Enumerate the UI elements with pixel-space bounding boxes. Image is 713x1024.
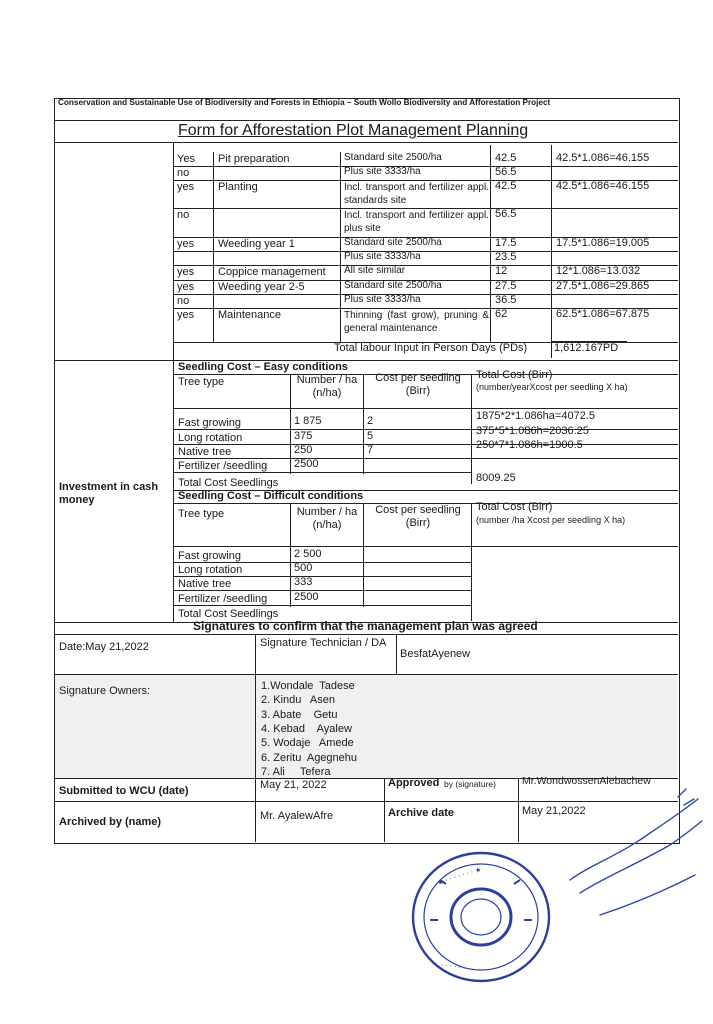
difficult-type: Native tree — [178, 578, 232, 590]
difficult-row-line — [173, 590, 471, 591]
activity-site: Standard site 2500/ha — [344, 237, 442, 248]
sign-owners-label: Signature Owners: — [59, 685, 151, 697]
easy-type: Native tree — [178, 446, 232, 458]
easy-row-line — [173, 429, 678, 430]
activity-calc: 17.5*1.086=19.005 — [556, 237, 650, 249]
activity-calc: 42.5*1.086=46.155 — [556, 180, 650, 192]
activity-name: Weeding year 1 — [218, 238, 295, 250]
sign-date: Date:May 21,2022 — [59, 641, 149, 653]
activity-site: Incl. transport and fertilizer appl. standards site — [344, 182, 489, 206]
easy-number: 250 — [294, 444, 313, 456]
difficult-col-number: Number / ha (n/ha) — [296, 506, 358, 531]
activity-flag: yes — [177, 181, 195, 193]
activity-calc: 62.5*1.086=67.875 — [556, 308, 650, 320]
owner-name: 6. Zeritu Agegnehu — [261, 751, 358, 764]
easy-total: 1875*2*1.086ha=4072.5 — [476, 410, 595, 422]
difficult-col-type: Tree type — [178, 508, 225, 520]
activity-flag: Yes — [177, 153, 195, 165]
easy-col-number: Number / ha (n/ha) — [296, 374, 358, 399]
owner-name: 1.Wondale Tadese — [261, 680, 355, 692]
difficult-total-label: Total Cost Seedlings — [178, 608, 279, 620]
activity-pd: 23.5 — [495, 251, 517, 263]
activity-flag: no — [177, 167, 190, 179]
project-header: Conservation and Sustainable Use of Biodiversity and Forests in Ethiopia – South Wollo Biodiversity and Afforestation Project — [58, 98, 551, 107]
activity-flag: yes — [177, 281, 195, 293]
difficult-type: Fertilizer /seedling — [178, 593, 268, 605]
labour-total-value: 1,612.167PD — [554, 342, 619, 354]
activity-site: Plus site 3333/ha — [344, 251, 421, 262]
difficult-number: 2 500 — [294, 548, 322, 560]
activity-site: Plus site 3333/ha — [344, 294, 421, 305]
activity-pd: 12 — [495, 265, 508, 277]
activity-flag: yes — [177, 266, 195, 278]
difficult-number: 2500 — [294, 591, 319, 603]
svg-text:· · · · · · · ·: · · · · · · · · — [440, 961, 475, 974]
easy-total-label: Total Cost Seedlings — [178, 477, 279, 489]
activity-name: Coppice management — [218, 266, 326, 278]
activity-site: Standard site 2500/ha — [344, 152, 442, 163]
activity-calc: 12*1.086=13.032 — [556, 265, 641, 277]
activity-name: Maintenance — [218, 309, 281, 321]
activity-flag: no — [177, 209, 190, 221]
difficult-type: Fast growing — [178, 550, 241, 562]
activity-site: Thinning (fast grow), pruning & general maintenance — [344, 310, 489, 334]
difficult-col-cost: Cost per seedling (Birr) — [375, 504, 461, 529]
activity-pd: 56.5 — [495, 166, 517, 178]
easy-col-cost: Cost per seedling (Birr) — [375, 372, 461, 397]
easy-total: 375*5*1.086h=2036.25 — [476, 425, 589, 437]
activity-pd: 27.5 — [495, 280, 517, 292]
signatures-heading: Signatures to confirm that the management plan was agreed — [193, 619, 538, 633]
activity-flag: yes — [177, 238, 195, 250]
easy-row-line — [173, 458, 678, 459]
archived-label: Archived by (name) — [59, 816, 162, 828]
easy-row-line — [173, 472, 471, 473]
approved-note: by (signature) — [444, 779, 496, 789]
easy-cost: 7 — [367, 444, 374, 456]
sign-technician-label: Signature Technician / DA — [260, 637, 387, 649]
easy-cost: 5 — [367, 430, 374, 442]
activity-flag: yes — [177, 309, 195, 321]
owner-name: 4. Kebad Ayalew — [261, 722, 352, 735]
difficult-col-total: Total Cost (Birr) — [476, 501, 553, 513]
difficult-row-line — [173, 605, 471, 606]
owner-name: 3. Abate Getu — [261, 708, 338, 721]
easy-cost: 2 — [367, 415, 374, 427]
difficult-row-line — [173, 576, 471, 577]
difficult-col-total-note: (number /ha Xcost per seedling X ha) — [476, 515, 626, 525]
activity-calc: 42.5*1.086=46.155 — [556, 152, 650, 164]
easy-type: Fertilizer /seedling — [178, 460, 268, 472]
easy-total-value: 8009.25 — [476, 472, 516, 484]
activity-name: Planting — [218, 181, 258, 193]
handwritten-signature — [560, 785, 710, 925]
easy-col-total-note: (number/yearXcost per seedling X ha) — [476, 382, 628, 392]
activity-pd: 17.5 — [495, 237, 517, 249]
submitted-value: May 21, 2022 — [260, 779, 327, 791]
difficult-type: Long rotation — [178, 564, 243, 576]
difficult-row-line — [173, 562, 471, 563]
archive-date-value: May 21,2022 — [522, 805, 586, 817]
owner-name: 2. Kindu Asen — [261, 694, 335, 707]
easy-col-total: Total Cost (Birr) — [476, 369, 553, 381]
activity-name: Weeding year 2-5 — [218, 281, 305, 293]
activity-pd: 42.5 — [495, 152, 517, 164]
owner-name: 7. Ali Tefera — [261, 765, 331, 778]
activity-site: Standard site 2500/ha — [344, 280, 442, 291]
activity-pd: 36.5 — [495, 294, 517, 306]
easy-number: 375 — [294, 430, 313, 442]
archived-value: Mr. AyalewAfre — [260, 810, 334, 822]
activity-site: Plus site 3333/ha — [344, 166, 421, 177]
activity-flag: no — [177, 295, 190, 307]
activity-pd: 62 — [495, 308, 508, 320]
easy-number: 1 875 — [294, 415, 322, 427]
approved-label: Approved — [388, 777, 440, 789]
easy-title: Seedling Cost – Easy conditions — [178, 361, 348, 373]
difficult-number: 500 — [294, 562, 313, 574]
form-title: Form for Afforestation Plot Management Planning — [178, 122, 529, 139]
submitted-label: Submitted to WCU (date) — [59, 785, 189, 797]
official-stamp — [410, 850, 552, 985]
difficult-number: 333 — [294, 576, 313, 588]
investment-label: Investment in cash money — [59, 481, 159, 506]
easy-type: Long rotation — [178, 432, 243, 444]
activity-calc: 27.5*1.086=29.865 — [556, 280, 650, 292]
owner-name: 5. Wodaje Amede — [261, 737, 354, 750]
labour-total-label: Total labour Input in Person Days (PDs) — [334, 342, 528, 354]
easy-number: 2500 — [294, 458, 319, 470]
activity-pd: 42.5 — [495, 180, 517, 192]
svg-text:★ · · · · · · · ★: ★ · · · · · · · ★ — [436, 865, 483, 888]
easy-col-type: Tree type — [178, 376, 225, 388]
activity-site: Incl. transport and fertilizer appl. plus site — [344, 210, 489, 234]
easy-row-line — [173, 444, 678, 445]
difficult-title: Seedling Cost – Difficult conditions — [178, 490, 364, 502]
activity-name: Pit preparation — [218, 153, 290, 165]
sign-technician-name: BesfatAyenew — [400, 648, 471, 660]
activity-site: All site similar — [344, 265, 406, 276]
activity-pd: 56.5 — [495, 208, 517, 220]
easy-total: 250*7*1.086h=1900.5 — [476, 439, 583, 451]
approved-name: Mr.WondwossenAlebachew — [522, 775, 651, 787]
archive-date-label: Archive date — [388, 807, 455, 819]
easy-type: Fast growing — [178, 417, 241, 429]
